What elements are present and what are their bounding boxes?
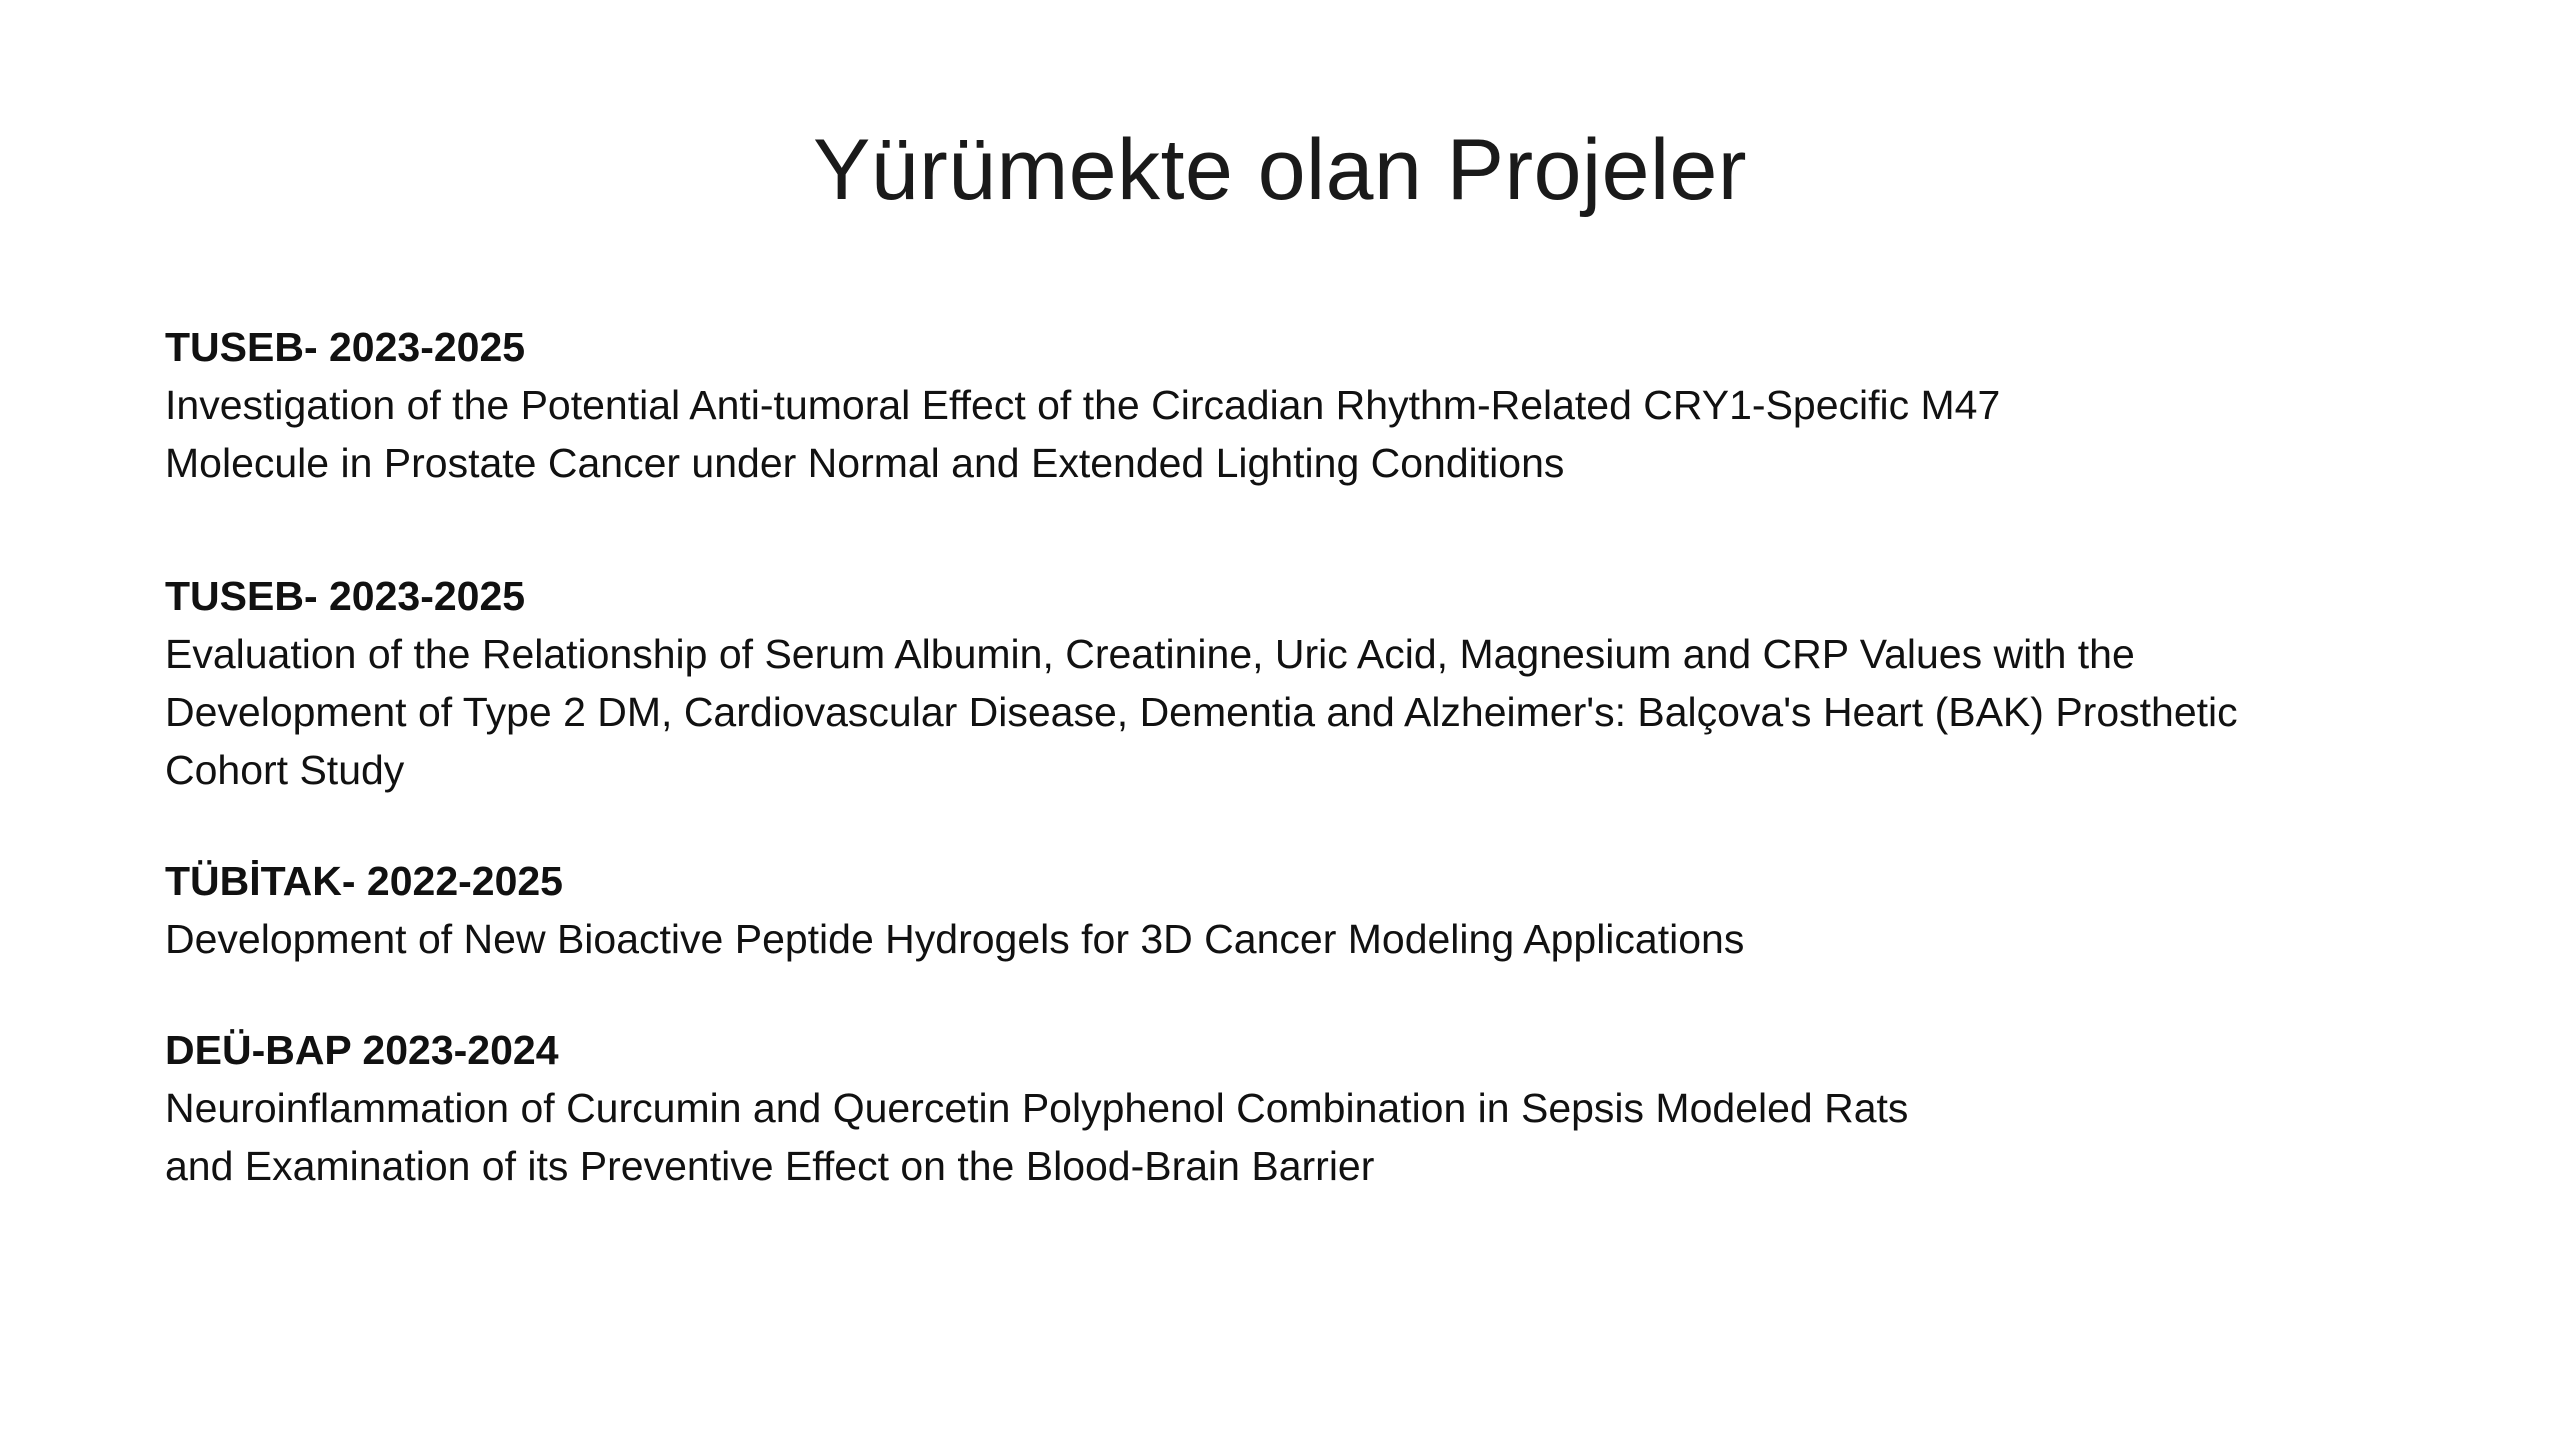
project-heading: TUSEB- 2023-2025 (165, 573, 526, 619)
project-description-line: Development of Type 2 DM, Cardiovascular Disease, Dementia and Alzheimer's: Balçova's Heart (BAK) Prosthetic (165, 689, 2238, 735)
project-description-line: and Examination of its Preventive Effect on the Blood-Brain Barrier (165, 1143, 1375, 1189)
project-item (165, 318, 2465, 492)
project-item (165, 1021, 2465, 1195)
project-description-line: Cohort Study (165, 747, 405, 793)
project-heading: TUSEB- 2023-2025 (165, 324, 526, 370)
project-list (165, 318, 2465, 1195)
project-description-line: Neuroinflammation of Curcumin and Quercetin Polyphenol Combination in Sepsis Modeled Rats (165, 1085, 1909, 1131)
slide-title: Yürümekte olan Projeler (812, 122, 1748, 218)
project-description-line: Evaluation of the Relationship of Serum Albumin, Creatinine, Uric Acid, Magnesium and CRP Values with the (165, 631, 2135, 677)
project-heading: TÜBİTAK- 2022-2025 (165, 858, 563, 904)
project-item (165, 567, 2465, 799)
project-item (165, 852, 2465, 968)
project-heading: DEÜ-BAP 2023-2024 (165, 1027, 559, 1073)
project-description-line: Development of New Bioactive Peptide Hydrogels for 3D Cancer Modeling Applications (165, 916, 1745, 962)
project-description-line: Molecule in Prostate Cancer under Normal and Extended Lighting Conditions (165, 440, 1565, 486)
project-description-line: Investigation of the Potential Anti-tumoral Effect of the Circadian Rhythm-Related CRY1-Specific M47 (165, 382, 2001, 428)
